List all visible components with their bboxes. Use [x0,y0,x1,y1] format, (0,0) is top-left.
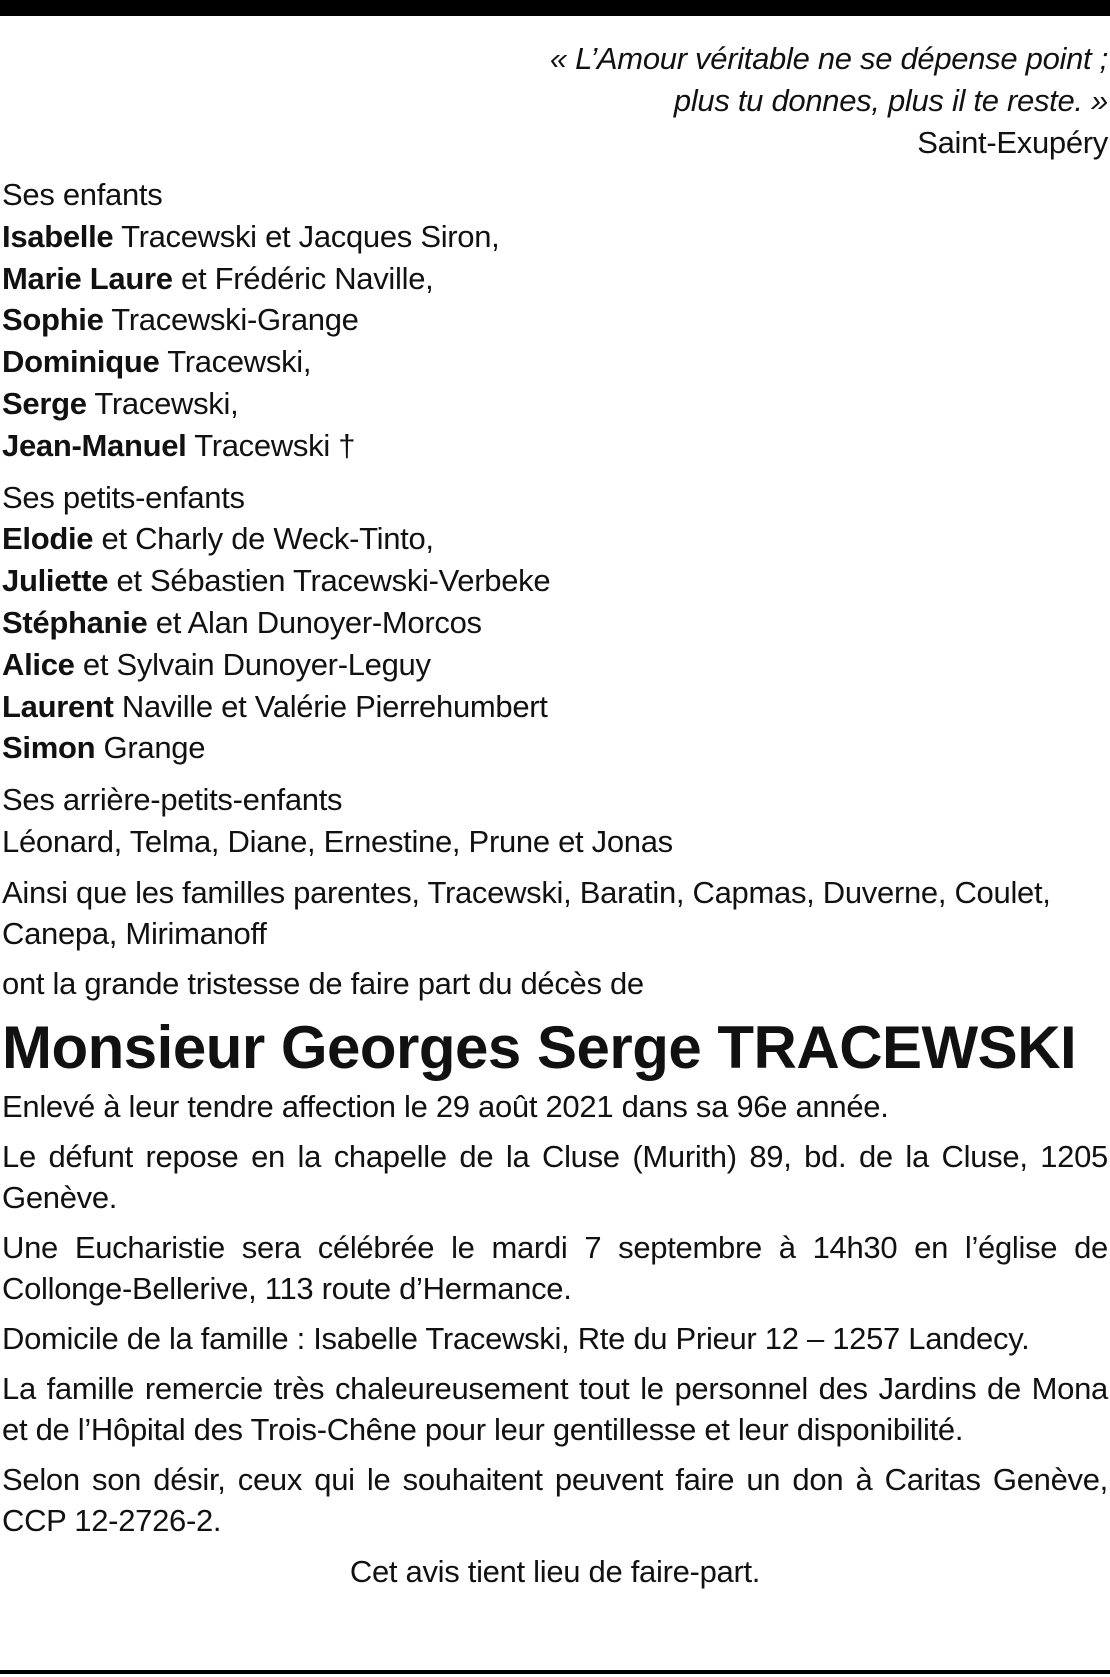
quote-author: Saint-Exupéry [917,125,1108,160]
family-detail: Tracewski-Grange [103,302,359,338]
list-item [2,727,1108,769]
list-item [2,299,1108,341]
family-detail: Grange [95,730,206,766]
first-name: Dominique [2,344,160,380]
list-item [2,560,1108,602]
first-name: Stéphanie [2,604,148,640]
first-name: Simon [2,730,96,766]
quote-line-2: plus tu donnes, plus il te reste. » [673,83,1108,118]
list-item [2,383,1108,425]
epigraph [2,38,1108,164]
family-detail: Tracewski, [159,344,312,380]
obituary-notice [2,38,1108,1593]
donation-paragraph: Selon son désir, ceux qui le souhaitent peuvent faire un don à Caritas Genève, CCP 12-2726-2. [2,1461,1108,1538]
great-grandchildren-heading: Ses arrière-petits-enfants [2,782,343,818]
list-item [2,686,1108,728]
death-paragraph: Enlevé à leur tendre affection le 29 août 2021 dans sa 96e année. [2,1088,889,1124]
first-name: Serge [2,385,87,421]
first-name: Elodie [2,521,94,557]
first-name: Alice [2,646,75,682]
domicile-paragraph: Domicile de la famille : Isabelle Tracewski, Rte du Prieur 12 – 1257 Landecy. [2,1320,1030,1356]
family-detail: Tracewski † [186,427,356,463]
thanks-paragraph: La famille remercie très chaleureusement tout le personnel des Jardins de Mona et de l’Hôpital des Trois-Chêne pour leur gentillesse et leur disponibilité. [2,1370,1108,1447]
family-detail: et Charly de Weck-Tinto, [93,521,434,557]
list-item [2,518,1108,560]
first-name: Sophie [2,302,104,338]
family-detail: et Sébastien Tracewski-Verbeke [108,563,551,599]
bottom-rule [0,1670,1110,1674]
family-detail: et Sylvain Dunoyer-Leguy [74,646,431,682]
related-families: Ainsi que les familles parentes, Tracewski, Baratin, Capmas, Duverne, Coulet, Canepa, Mirimanoff [2,874,1051,951]
great-grandchildren-names: Léonard, Telma, Diane, Ernestine, Prune et Jonas [2,823,673,859]
family-detail: Tracewski, [86,385,239,421]
list-item [2,258,1108,300]
list-item [2,341,1108,383]
list-item [2,425,1108,467]
list-item [2,216,1108,258]
list-item [2,602,1108,644]
top-rule [0,0,1110,16]
list-item [2,644,1108,686]
grandchildren-heading: Ses petits-enfants [2,479,245,515]
children-heading: Ses enfants [2,177,163,212]
grandchildren-list [2,477,1108,770]
children-list [2,174,1108,467]
deceased-name: Monsieur Georges Serge TRACEWSKI [2,1013,1077,1081]
quote-line-1: « L’Amour véritable ne se dépense point ; [549,41,1108,76]
family-detail: Tracewski et Jacques Siron, [113,218,500,254]
first-name: Laurent [2,688,114,724]
family-detail: Naville et Valérie Pierrehumbert [113,688,548,724]
great-grandchildren-list [2,779,1108,863]
first-name: Isabelle [2,218,114,254]
ceremony-paragraph: Une Eucharistie sera célébrée le mardi 7 septembre à 14h30 en l’église de Collonge-Bellerive, 113 route d’Hermance. [2,1229,1108,1306]
first-name: Marie Laure [2,260,173,296]
first-name: Jean-Manuel [2,427,187,463]
family-detail: et Frédéric Naville, [172,260,434,296]
first-name: Juliette [2,563,109,599]
family-detail: et Alan Dunoyer-Morcos [147,604,482,640]
rest-place-paragraph: Le défunt repose en la chapelle de la Cluse (Murith) 89, bd. de la Cluse, 1205 Genève. [2,1138,1108,1215]
closing-note: Cet avis tient lieu de faire-part. [349,1553,761,1589]
announcement-text: ont la grande tristesse de faire part du décès de [2,965,644,1001]
